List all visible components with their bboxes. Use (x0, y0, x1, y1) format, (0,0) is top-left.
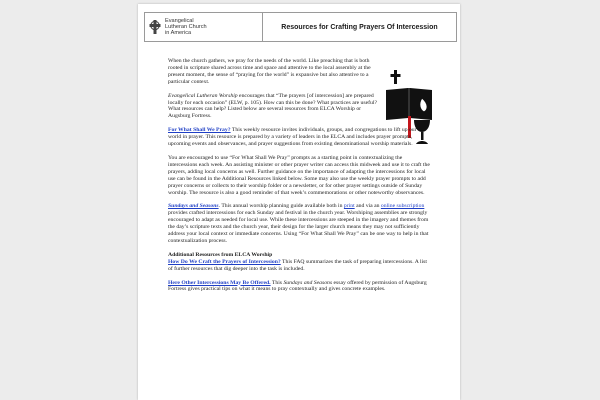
craft-prayers-text: This FAQ summarizes the task of preparing intercessions. A list of further resources that dig deeper into the task is included. (168, 258, 427, 272)
elw-text: encourages that “The prayers [of intercession] are prepared locally for each occasion” (ELW, p. 105). How can this be done? What practices are useful? What resources can help? Listed below are several resources from ELCA Worship or Augsburg Fortress. (168, 92, 377, 120)
sas-text-2: and via an (354, 203, 381, 210)
sas-link[interactable]: Sundays and Seasons (168, 203, 219, 210)
fwsp-link[interactable]: For What Shall We Pray? (168, 127, 231, 134)
logo-line-3: in America (165, 30, 192, 36)
logo-text (165, 18, 207, 36)
document-page (138, 4, 460, 400)
other-intercessions-text-1: This (270, 279, 284, 286)
elca-logo[interactable] (145, 13, 263, 41)
page-title: Resources for Crafting Prayers Of Intercession (281, 23, 438, 31)
elw-title: Evangelical Lutheran Worship (168, 92, 238, 99)
fwsp-text: This weekly resource invites individuals, groups, and congregations to lift up our world in prayer. This resource is prepared by a variety of leaders in the ELCA and includes prayer prompts, upcoming events and observances, and prayer suggestions from existing denominational worship materials. (168, 127, 417, 148)
craft-prayers-link[interactable]: How Do We Craft the Prayers of Intercession? (168, 258, 281, 265)
other-intercessions-title: Sundays and Seasons (283, 279, 333, 286)
logo-line-2: Lutheran Church (165, 24, 207, 30)
encourage-paragraph: You are encouraged to use “For What Shall We Pray” prompts as a starting point in contextualizing the intercessions each week. An assisting minister or other prayer writer can access this midweek and use it to craft the prayers, adding local concerns as well. Further guidance on the importance of adapting the intercessions for local use can be found in the Additional Resources linked below. Some may also use the weekly prayer prompts to add prayer concerns or collects to their worship folder or a newsletter, or for other prayer settings outside of Sunday worship. The resource is also a good reminder of that week’s commemorations or other noteworthy observances. (168, 154, 430, 196)
other-intercessions-paragraph (168, 280, 430, 294)
page-header (144, 12, 457, 42)
additional-resources-paragraph (168, 252, 430, 273)
elw-paragraph (168, 93, 380, 121)
online-subscription-link[interactable]: online subscription (380, 203, 425, 210)
additional-resources-heading: Additional Resources from ELCA Worship (168, 251, 273, 258)
sas-text-1: . This annual worship planning guide available both in (218, 203, 344, 210)
intro-paragraph: When the church gathers, we pray for the needs of the world. Like preaching that is both rooted in scripture shared across time and space and attentive to the local assembly at the present moment, the sense of “praying for the world” is expansive but also attentive to a particular context. (168, 58, 371, 85)
elca-cross-icon (148, 19, 162, 35)
other-intercessions-link[interactable]: Here Other Intercessions May Be Offered. (168, 279, 271, 286)
fwsp-paragraph (168, 127, 430, 148)
print-link[interactable]: print (343, 203, 355, 210)
logo-line-1: Evangelical (165, 18, 194, 24)
document-body (168, 58, 430, 300)
sas-paragraph (168, 203, 430, 244)
sas-text-3: provides crafted intercessions for each Sunday and festival in the church year. Worshiping assemblies are strongly encouraged to adapt as needed for local use. While these intercessions are steeped in the imagery and themes from the day’s scripture texts and the church year, their design for the larger church means they may not sufficiently address your local context or immediate concerns. Using “For What Shall We Pray” can be one way to help in that contextualization process. (168, 210, 429, 244)
other-intercessions-text-2: essay offered by permission of Augsburg Fortress gives practical tips on what it means to pray contextually and gives concrete examples. (168, 279, 427, 293)
